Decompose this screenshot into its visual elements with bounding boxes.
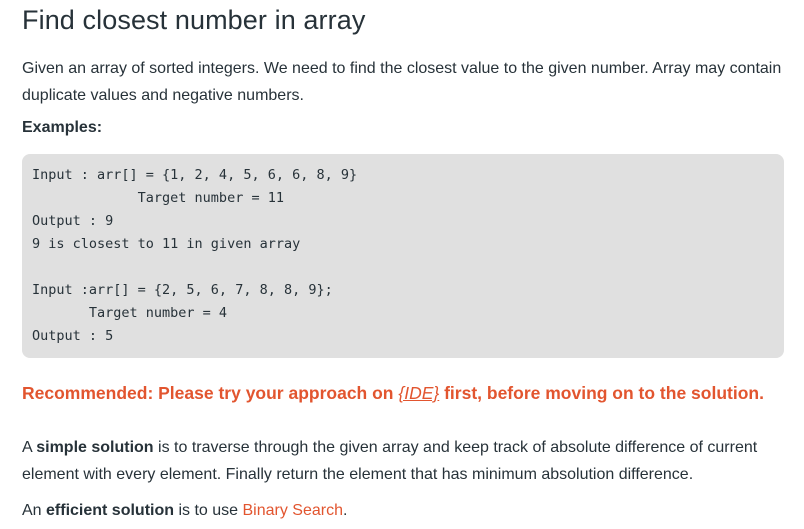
efficient-solution-lead: An: [22, 502, 47, 519]
efficient-solution-bold: efficient solution: [46, 502, 175, 519]
simple-solution-rest: is to traverse through the given array and keep track of absolute difference of current element with every element. Finally return the element that has minimum absolution difference.: [22, 439, 758, 483]
recommended-notice: [22, 383, 764, 404]
binary-search-link[interactable]: Binary Search: [242, 502, 343, 519]
recommended-prefix: Recommended: Please try your approach on: [22, 383, 399, 403]
code-example-block: [22, 154, 784, 358]
efficient-solution-paragraph: [22, 499, 347, 523]
recommended-suffix: first, before moving on to the solution.: [439, 383, 764, 403]
efficient-solution-middle: is to use: [174, 502, 243, 519]
page-title: Find closest number in array: [22, 5, 366, 35]
ide-link[interactable]: {IDE}: [398, 383, 440, 403]
intro-paragraph: Given an array of sorted integers. We need to find the closest value to the given number. Array may contain duplicate values and negative numbers.: [22, 60, 782, 104]
simple-solution-lead: A: [22, 439, 37, 456]
simple-solution-paragraph: [22, 434, 784, 488]
simple-solution-bold: simple solution: [36, 439, 154, 456]
examples-heading: Examples:: [22, 119, 103, 136]
efficient-solution-end: .: [343, 502, 348, 519]
code-example-text: Input : arr[] = {1, 2, 4, 5, 6, 6, 8, 9} Target number = 11 Output : 9 9 is closest to 11 in given array Input :arr[] = {2, 5, 6, 7, 8, 8, 9}; Target number = 4 Output : 5: [32, 167, 358, 344]
